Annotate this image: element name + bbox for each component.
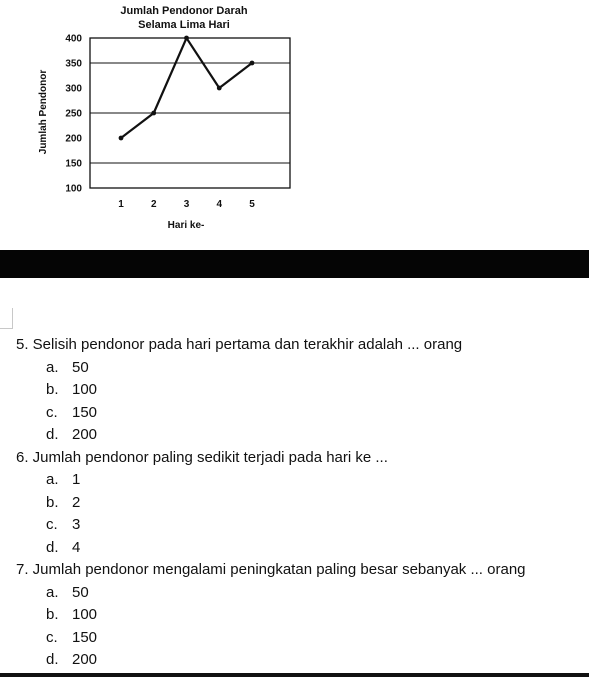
option-value: 1 <box>72 471 81 488</box>
option-list <box>16 582 581 672</box>
black-band <box>0 250 589 278</box>
x-axis-label: Hari ke- <box>167 220 205 231</box>
data-point-day-1 <box>119 136 124 141</box>
x-tick-label-1: 1 <box>118 199 124 210</box>
option-letter: c. <box>46 516 58 533</box>
option-value: 100 <box>72 606 98 623</box>
option-letter: b. <box>46 493 59 511</box>
option-letter: b. <box>46 606 59 623</box>
option-letter: a. <box>46 358 59 376</box>
series-layer <box>119 36 255 141</box>
option-a[interactable] <box>46 469 581 492</box>
option-b[interactable] <box>46 604 581 627</box>
option-d[interactable] <box>46 649 581 672</box>
bottom-edge-bar <box>0 673 589 677</box>
option-value: 3 <box>72 516 81 533</box>
y-tick-label-350: 350 <box>65 58 82 70</box>
line-chart <box>0 0 589 250</box>
option-a[interactable] <box>46 357 581 380</box>
x-tick-label-5: 5 <box>249 199 255 210</box>
x-tick-label-2: 2 <box>150 199 157 210</box>
option-letter: d. <box>46 426 59 443</box>
option-list <box>16 357 581 447</box>
option-a[interactable] <box>46 582 581 605</box>
data-point-day-4 <box>217 86 222 91</box>
chart-title-line-2: Selama Lima Hari <box>138 19 230 31</box>
chart-svg <box>0 0 589 250</box>
chart-gridlines <box>90 63 290 163</box>
x-tick-label-4: 4 <box>216 199 223 210</box>
question-5 <box>16 334 581 447</box>
option-letter: c. <box>46 403 58 421</box>
option-c[interactable] <box>46 627 581 650</box>
y-tick-label-250: 250 <box>65 108 82 120</box>
option-value: 150 <box>72 403 98 421</box>
option-list <box>16 469 581 559</box>
question-text: 7. Jumlah pendonor mengalami peningkatan paling besar sebanyak ... orang <box>16 561 526 578</box>
data-point-day-2 <box>151 111 156 116</box>
option-letter: a. <box>46 583 59 601</box>
series-line-0 <box>121 38 252 138</box>
question-text: 5. Selisih pendonor pada hari pertama dan terakhir adalah ... orang <box>16 336 463 353</box>
option-c[interactable] <box>46 402 581 425</box>
question-list <box>16 334 581 672</box>
option-letter: d. <box>46 651 59 668</box>
option-value: 50 <box>72 358 89 376</box>
option-value: 50 <box>72 583 89 601</box>
option-value: 4 <box>72 538 81 556</box>
option-b[interactable] <box>46 492 581 515</box>
data-point-day-3 <box>184 36 189 41</box>
option-letter: d. <box>46 538 59 556</box>
y-tick-label-400: 400 <box>65 33 82 45</box>
option-letter: a. <box>46 471 59 488</box>
y-tick-label-150: 150 <box>65 158 82 170</box>
option-value: 150 <box>72 628 98 646</box>
x-tick-label-3: 3 <box>183 199 190 210</box>
x-tick-labels <box>118 199 255 210</box>
y-tick-labels <box>65 34 82 195</box>
question-6 <box>16 447 581 560</box>
option-value: 2 <box>72 493 81 511</box>
chart-title-line-1: Jumlah Pendonor Darah <box>120 5 248 17</box>
y-tick-label-300: 300 <box>65 83 82 95</box>
page-corner-mark <box>0 308 13 329</box>
data-point-day-5 <box>250 61 255 66</box>
option-d[interactable] <box>46 537 581 560</box>
option-letter: b. <box>46 381 59 398</box>
option-value: 200 <box>72 426 98 443</box>
option-d[interactable] <box>46 424 581 447</box>
option-value: 100 <box>72 381 98 398</box>
option-b[interactable] <box>46 379 581 402</box>
option-letter: c. <box>46 628 58 646</box>
y-tick-label-200: 200 <box>65 133 82 145</box>
option-c[interactable] <box>46 514 581 537</box>
question-text: 6. Jumlah pendonor paling sedikit terjadi pada hari ke ... <box>16 448 388 466</box>
y-tick-label-100: 100 <box>65 183 82 195</box>
question-7 <box>16 559 581 672</box>
y-axis-label: Jumlah Pendonor <box>38 69 49 155</box>
option-value: 200 <box>72 651 98 668</box>
